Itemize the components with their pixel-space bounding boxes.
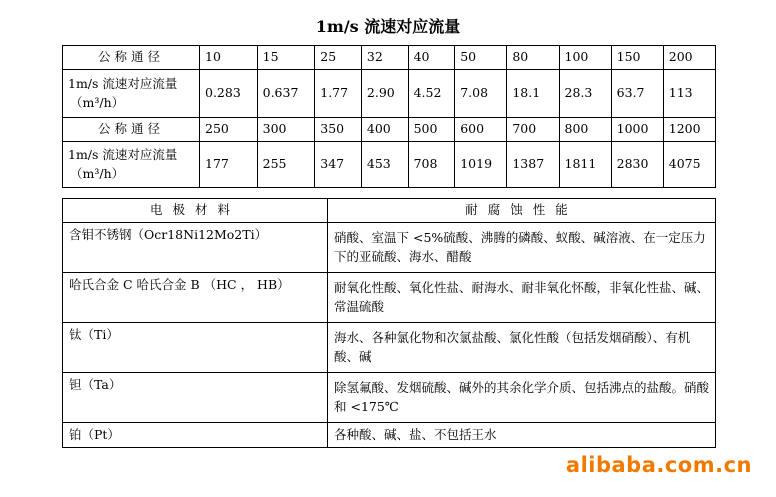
resistance-cell: 除氢氟酸、发烟硫酸、碱外的其余化学介质、包括沸点的盐酸。硝酸和 <175℃ xyxy=(328,373,716,423)
cell: 453 xyxy=(361,142,408,188)
cell: 1200 xyxy=(663,118,715,142)
table-row xyxy=(63,70,716,118)
cell: 7.08 xyxy=(455,70,507,118)
cell: 350 xyxy=(315,118,362,142)
cell: 0.637 xyxy=(257,70,315,118)
cell: 100 xyxy=(559,46,611,70)
page-title: 1m/s 流速对应流量 xyxy=(315,17,461,36)
material-cell: 铂（Pt） xyxy=(63,423,328,448)
material-cell: 哈氏合金 C 哈氏合金 B （HC ， HB） xyxy=(63,273,328,323)
resistance-cell: 海水、各种氯化物和次氯盐酸、氯化性酸（包括发烟硝酸）、有机酸、碱 xyxy=(328,323,716,373)
table-header-row xyxy=(63,199,716,223)
cell: 15 xyxy=(257,46,315,70)
material-table xyxy=(62,198,716,448)
table-row xyxy=(63,373,716,423)
cell: 1811 xyxy=(559,142,611,188)
alibaba-watermark: alibaba.com.cn xyxy=(565,453,752,477)
cell: 4075 xyxy=(663,142,715,188)
table-row xyxy=(63,142,716,188)
cell: 800 xyxy=(559,118,611,142)
material-cell: 钛（Ti） xyxy=(63,323,328,373)
cell: 708 xyxy=(408,142,455,188)
diameter-label: 公称通径 xyxy=(63,46,200,70)
cell: 28.3 xyxy=(559,70,611,118)
cell: 63.7 xyxy=(611,70,663,118)
cell: 300 xyxy=(257,118,315,142)
cell: 255 xyxy=(257,142,315,188)
cell: 400 xyxy=(361,118,408,142)
cell: 1019 xyxy=(455,142,507,188)
cell: 50 xyxy=(455,46,507,70)
resistance-cell: 耐氧化性酸、氧化性盐、耐海水、耐非氧化怀酸，非氧化性盐、碱、常温硫酸 xyxy=(328,273,716,323)
cell: 113 xyxy=(663,70,715,118)
material-cell: 含钼不锈钢（Ocr18Ni12Mo2Ti） xyxy=(63,223,328,273)
cell: 700 xyxy=(507,118,559,142)
flow-label xyxy=(63,70,200,118)
table-row xyxy=(63,423,716,448)
flow-label-text: 1m/s 流速对应流量 xyxy=(68,76,178,92)
cell: 2.90 xyxy=(361,70,408,118)
flow-table xyxy=(62,45,716,188)
cell: 0.283 xyxy=(200,70,258,118)
material-cell: 钽（Ta） xyxy=(63,373,328,423)
diameter-label: 公称通径 xyxy=(63,118,200,142)
cell: 2830 xyxy=(611,142,663,188)
table-row xyxy=(63,118,716,142)
header-resistance: 耐腐蚀性能 xyxy=(328,199,716,223)
cell: 200 xyxy=(663,46,715,70)
cell: 25 xyxy=(315,46,362,70)
resistance-cell: 各种酸、碱、盐、不包括王水 xyxy=(328,423,716,448)
cell: 40 xyxy=(408,46,455,70)
cell: 150 xyxy=(611,46,663,70)
flow-label xyxy=(63,142,200,188)
cell: 10 xyxy=(200,46,258,70)
cell: 80 xyxy=(507,46,559,70)
resistance-cell: 硝酸、室温下 <5%硫酸、沸腾的磷酸、蚁酸、碱溶液、在一定压力下的亚硫酸、海水、醋酸 xyxy=(328,223,716,273)
cell: 1387 xyxy=(507,142,559,188)
cell: 18.1 xyxy=(507,70,559,118)
table-row xyxy=(63,273,716,323)
cell: 250 xyxy=(200,118,258,142)
cell: 4.52 xyxy=(408,70,455,118)
cell: 32 xyxy=(361,46,408,70)
cell: 177 xyxy=(200,142,258,188)
header-material: 电极材料 xyxy=(63,199,328,223)
cell: 347 xyxy=(315,142,362,188)
table-row xyxy=(63,323,716,373)
table-row xyxy=(63,46,716,70)
table-row xyxy=(63,223,716,273)
cell: 500 xyxy=(408,118,455,142)
flow-label-unit: （m³/h） xyxy=(70,94,125,110)
cell: 600 xyxy=(455,118,507,142)
cell: 1.77 xyxy=(315,70,362,118)
cell: 1000 xyxy=(611,118,663,142)
flow-label-unit: （m³/h） xyxy=(70,165,125,181)
flow-label-text: 1m/s 流速对应流量 xyxy=(68,147,178,163)
